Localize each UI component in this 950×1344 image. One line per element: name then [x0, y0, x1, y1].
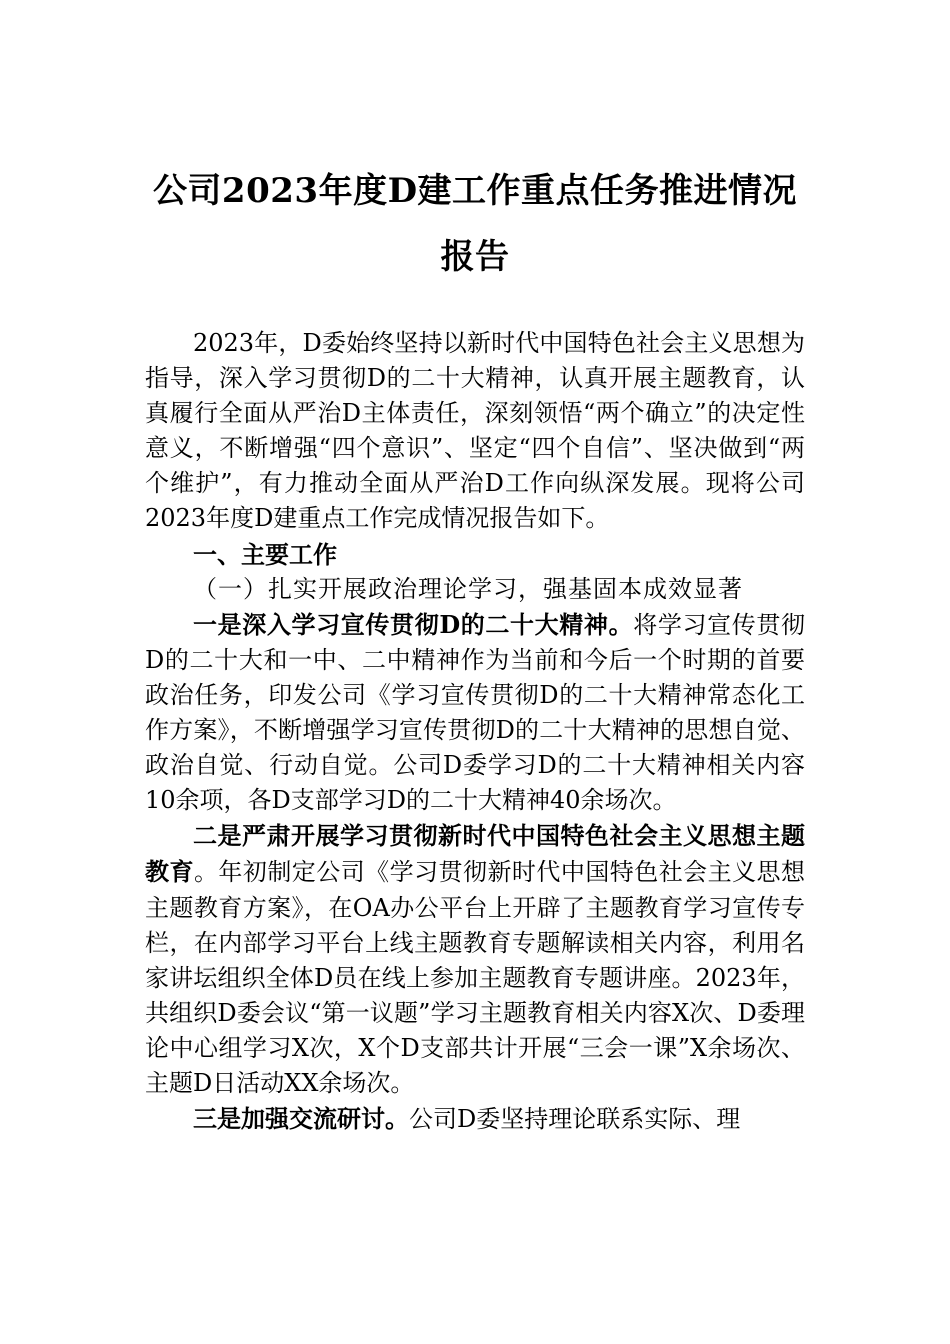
- item-text-1: 将学习宣传贯彻D的二十大和一中、二中精神作为当前和今后一个时期的首要政治任务，印发公司《学习宣传贯彻D的二十大精神常态化工作方案》，不断增强学习宣传贯彻D的二十大精神的思想自觉、政治自觉、行动自觉。公司D委学习D的二十大精神相关内容10余项，各D支部学习D的二十大精神40余场次。: [145, 610, 805, 815]
- section-heading: 一、主要工作: [193, 539, 337, 569]
- document-title: 公司2023年度D建工作重点任务推进情况报告: [152, 171, 798, 277]
- item-paragraph-2: [145, 818, 805, 1101]
- subsection-heading: （一）扎实开展政治理论学习，强基固本成效显著: [193, 574, 743, 603]
- item-lead-3: 三是加强交流研讨。: [193, 1104, 409, 1134]
- document-body: [145, 326, 805, 1137]
- item-lead-2: 二是严肃开展学习贯彻新时代中国特色社会主义思想主题教育: [145, 821, 805, 887]
- item-text-2: 。年初制定公司《学习贯彻新时代中国特色社会主义思想主题教育方案》，在OA办公平台上开辟了主题教育学习宣传专栏，在内部学习平台上线主题教育专题解读相关内容，利用名家讲坛组织全体D员在线上参加主题教育专题讲座。2023年，共组织D委会议“第一议题”学习主题教育相关内容X次、D委理论中心组学习X次，X个D支部共计开展“三会一课”X余场次、主题D日活动XX余场次。: [145, 858, 806, 1097]
- item-paragraph-1: [145, 607, 805, 819]
- intro-paragraph: 2023年，D委始终坚持以新时代中国特色社会主义思想为指导，深入学习贯彻D的二十大精神，认真开展主题教育，认真履行全面从严治D主体责任，深刻领悟“两个确立”的决定性意义，不断增强“四个意识”、坚定“四个自信”、坚决做到“两个维护”，有力推动全面从严治D工作向纵深发展。现将公司2023年度D建重点工作完成情况报告如下。: [145, 329, 805, 533]
- item-paragraph-3: [145, 1101, 805, 1137]
- item-text-3: 公司D委坚持理论联系实际、理: [409, 1105, 741, 1134]
- item-lead-1: 一是深入学习宣传贯彻D的二十大精神。: [193, 609, 634, 639]
